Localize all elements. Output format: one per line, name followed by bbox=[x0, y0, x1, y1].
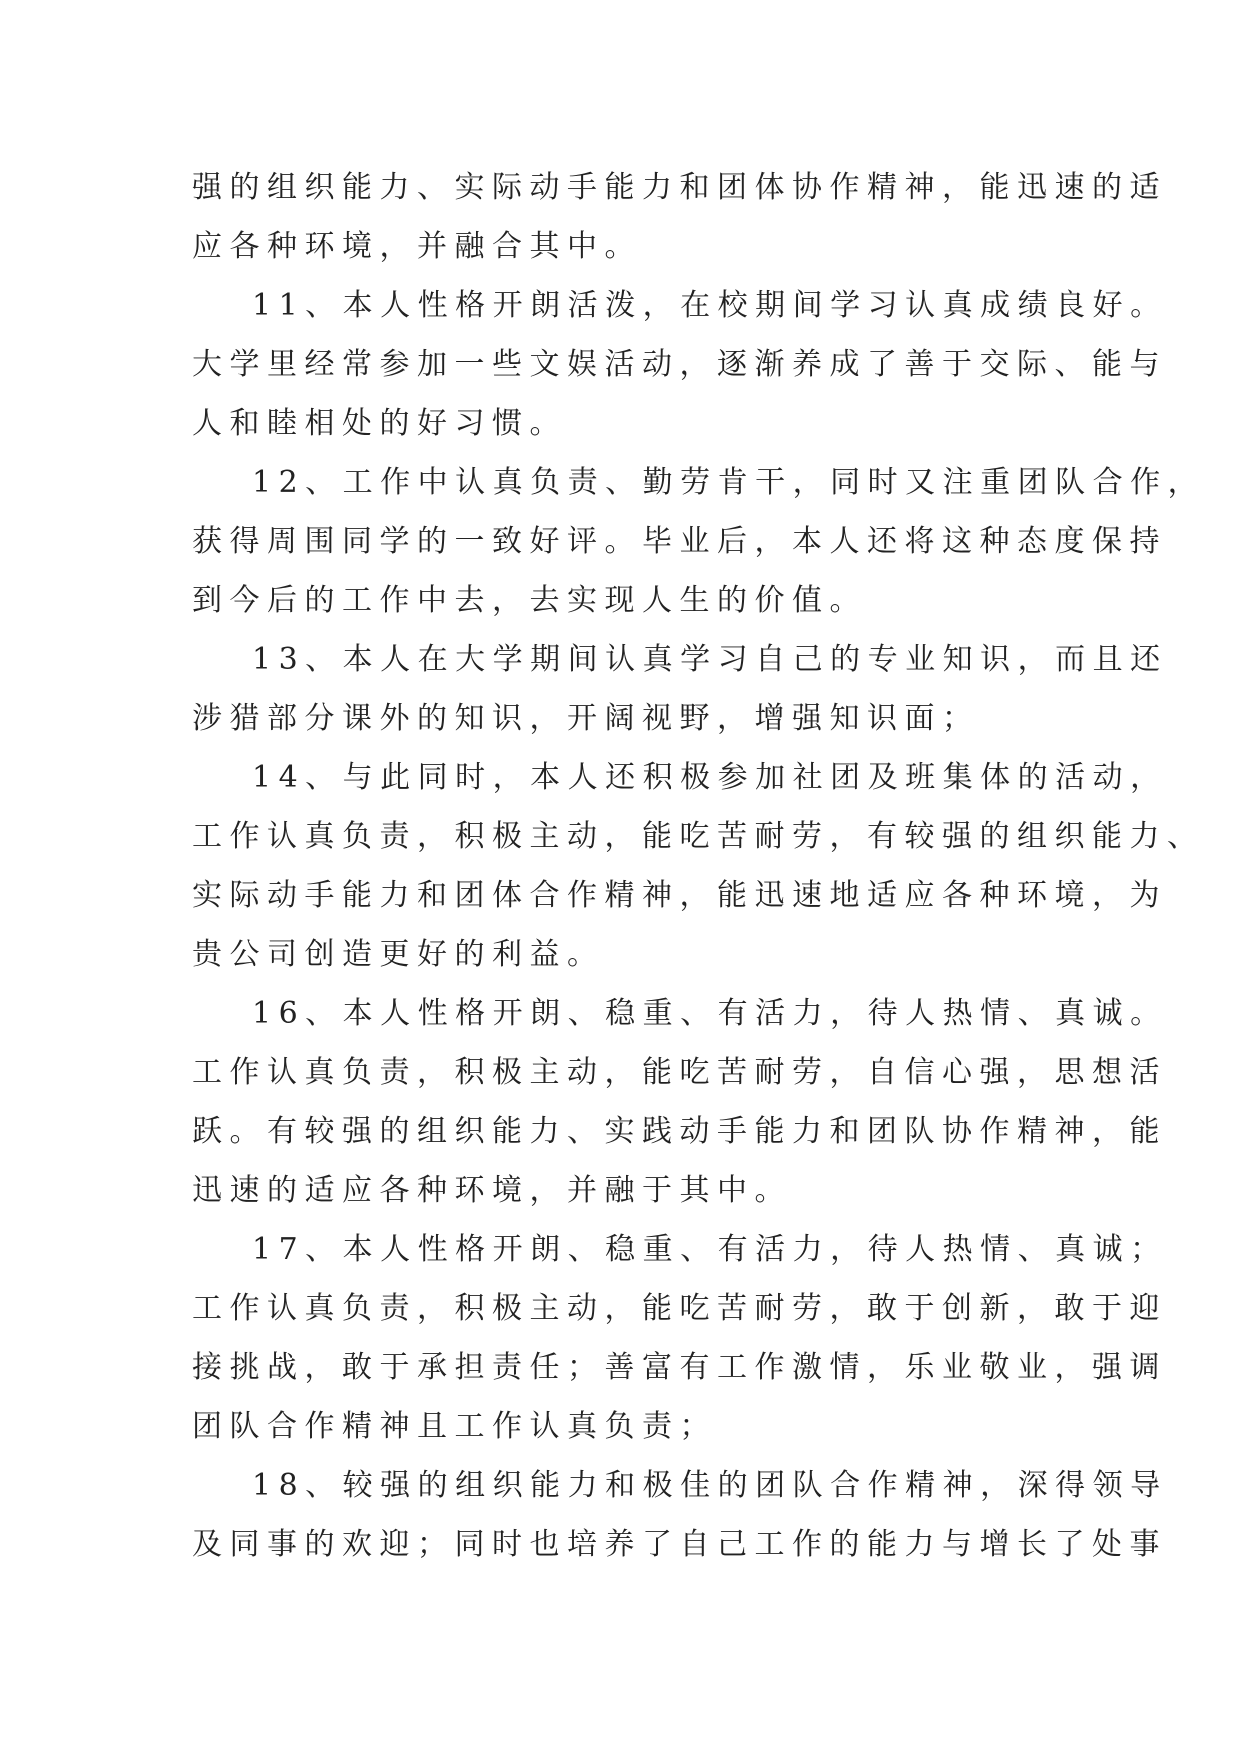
text-line: 应各种环境，并融合其中。 bbox=[192, 229, 642, 264]
text-line: 工作认真负责，积极主动，能吃苦耐劳，敢于创新，敢于迎 bbox=[192, 1291, 1167, 1326]
text-line: 工作认真负责，积极主动，能吃苦耐劳，有较强的组织能力、 bbox=[192, 819, 1205, 854]
text-line: 获得周围同学的一致好评。毕业后，本人还将这种态度保持 bbox=[192, 524, 1167, 559]
text-line: 涉猎部分课外的知识，开阔视野，增强知识面； bbox=[192, 701, 980, 736]
paragraph-start-line: 12、工作中认真负责、勤劳肯干，同时又注重团队合作， bbox=[252, 465, 1206, 500]
text-line: 贵公司创造更好的利益。 bbox=[192, 937, 605, 972]
text-line: 到今后的工作中去，去实现人生的价值。 bbox=[192, 583, 867, 618]
text-line: 跃。有较强的组织能力、实践动手能力和团队协作精神，能 bbox=[192, 1114, 1167, 1149]
text-line: 大学里经常参加一些文娱活动，逐渐养成了善于交际、能与 bbox=[192, 347, 1167, 382]
document-page bbox=[192, 158, 1206, 1574]
paragraph-start-line: 13、本人在大学期间认真学习自己的专业知识，而且还 bbox=[252, 642, 1168, 677]
text-line: 团队合作精神且工作认真负责； bbox=[192, 1409, 717, 1444]
paragraph-start-line: 18、较强的组织能力和极佳的团队合作精神，深得领导 bbox=[252, 1468, 1168, 1503]
text-line: 接挑战，敢于承担责任；善富有工作激情，乐业敬业，强调 bbox=[192, 1350, 1167, 1385]
text-line: 工作认真负责，积极主动，能吃苦耐劳，自信心强，思想活 bbox=[192, 1055, 1167, 1090]
paragraph-start-line: 14、与此同时，本人还积极参加社团及班集体的活动， bbox=[252, 760, 1168, 795]
text-line: 及同事的欢迎；同时也培养了自己工作的能力与增长了处事 bbox=[192, 1527, 1167, 1562]
text-line: 实际动手能力和团体合作精神，能迅速地适应各种环境，为 bbox=[192, 878, 1167, 913]
text-line: 强的组织能力、实际动手能力和团体协作精神，能迅速的适 bbox=[192, 170, 1167, 205]
text-line: 人和睦相处的好习惯。 bbox=[192, 406, 567, 441]
paragraph-start-line: 16、本人性格开朗、稳重、有活力，待人热情、真诚。 bbox=[252, 996, 1168, 1031]
text-line: 迅速的适应各种环境，并融于其中。 bbox=[192, 1173, 792, 1208]
paragraph-start-line: 11、本人性格开朗活泼，在校期间学习认真成绩良好。 bbox=[252, 288, 1168, 323]
paragraph-start-line: 17、本人性格开朗、稳重、有活力，待人热情、真诚； bbox=[252, 1232, 1168, 1267]
